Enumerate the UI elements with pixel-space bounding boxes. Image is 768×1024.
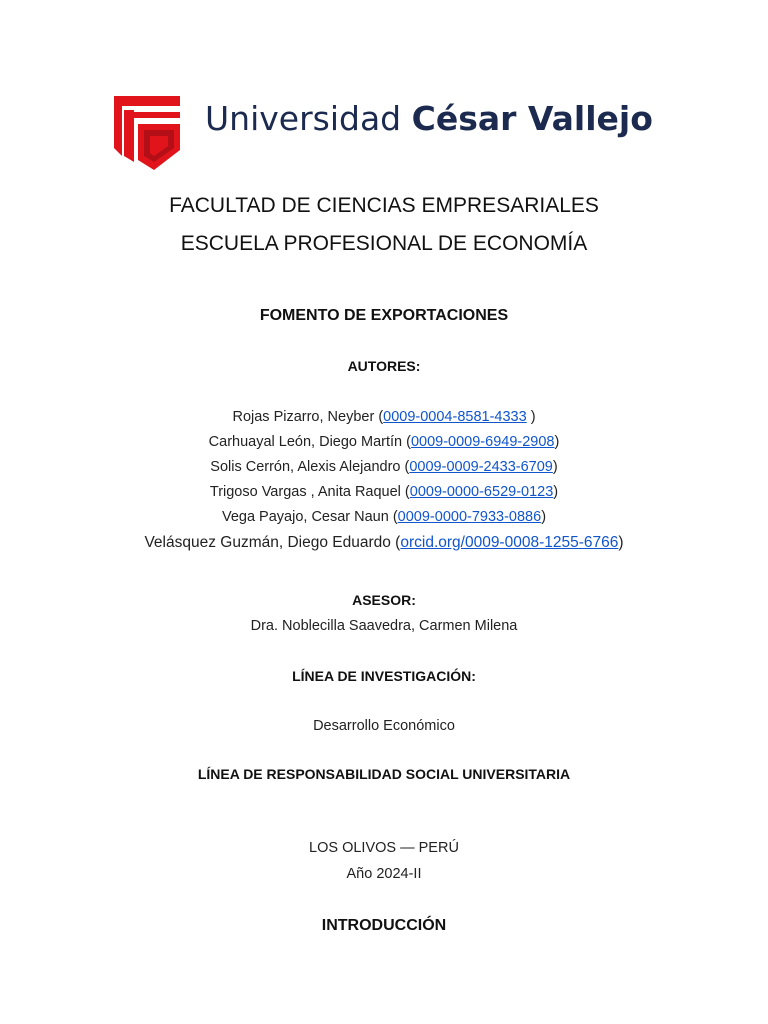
research-line-label: LÍNEA DE INVESTIGACIÓN: — [292, 668, 476, 684]
author-suffix: ) — [526, 409, 536, 425]
author-suffix: ) — [541, 509, 547, 525]
orcid-link[interactable]: 0009-0000-6529-0123 — [409, 484, 554, 500]
advisor-name: Dra. Noblecilla Saavedra, Carmen Milena — [250, 618, 518, 634]
author-suffix: ) — [553, 484, 559, 500]
author-line — [0, 509, 768, 525]
university-wordmark: Universidad César Vallejo — [205, 99, 653, 138]
author-line — [0, 459, 768, 475]
author-line — [0, 409, 768, 425]
author-name: Rojas Pizarro, Neyber ( — [232, 409, 384, 425]
author-suffix: ) — [618, 534, 624, 551]
faculty-name: FACULTAD DE CIENCIAS EMPRESARIALES — [169, 194, 599, 217]
document-title: FOMENTO DE EXPORTACIONES — [259, 307, 509, 324]
author-line — [0, 484, 768, 500]
author-suffix: ) — [552, 459, 558, 475]
orcid-link[interactable]: orcid.org/0009-0008-1255-6766 — [400, 534, 619, 551]
advisor-label: ASESOR: — [352, 592, 416, 608]
school-name: ESCUELA PROFESIONAL DE ECONOMÍA — [180, 232, 588, 255]
author-name: Vega Payajo, Cesar Naun ( — [221, 509, 398, 525]
author-name: Velásquez Guzmán, Diego Eduardo ( — [144, 534, 401, 551]
author-name: Solis Cerrón, Alexis Alejandro ( — [210, 459, 410, 475]
authors-label: AUTORES: — [347, 358, 421, 374]
year: Año 2024-II — [346, 866, 422, 882]
orcid-link[interactable]: 0009-0009-2433-6709 — [409, 459, 553, 475]
social-responsibility-label: LÍNEA DE RESPONSABILIDAD SOCIAL UNIVERSITARIA — [197, 766, 571, 782]
author-name: Trigoso Vargas , Anita Raquel ( — [209, 484, 410, 500]
author-line — [0, 434, 768, 450]
section-heading: INTRODUCCIÓN — [321, 917, 447, 934]
orcid-link[interactable]: 0009-0004-8581-4333 — [383, 409, 527, 425]
orcid-link[interactable]: 0009-0009-6949-2908 — [410, 434, 555, 450]
location: LOS OLIVOS — PERÚ — [309, 840, 459, 856]
author-line — [0, 534, 768, 552]
research-line-value: Desarrollo Económico — [313, 718, 455, 734]
university-logo — [114, 96, 674, 170]
author-name: Carhuayal León, Diego Martín ( — [208, 434, 411, 450]
author-suffix: ) — [554, 434, 560, 450]
shield-logo-icon — [114, 96, 180, 170]
orcid-link[interactable]: 0009-0000-7933-0886 — [397, 509, 542, 525]
